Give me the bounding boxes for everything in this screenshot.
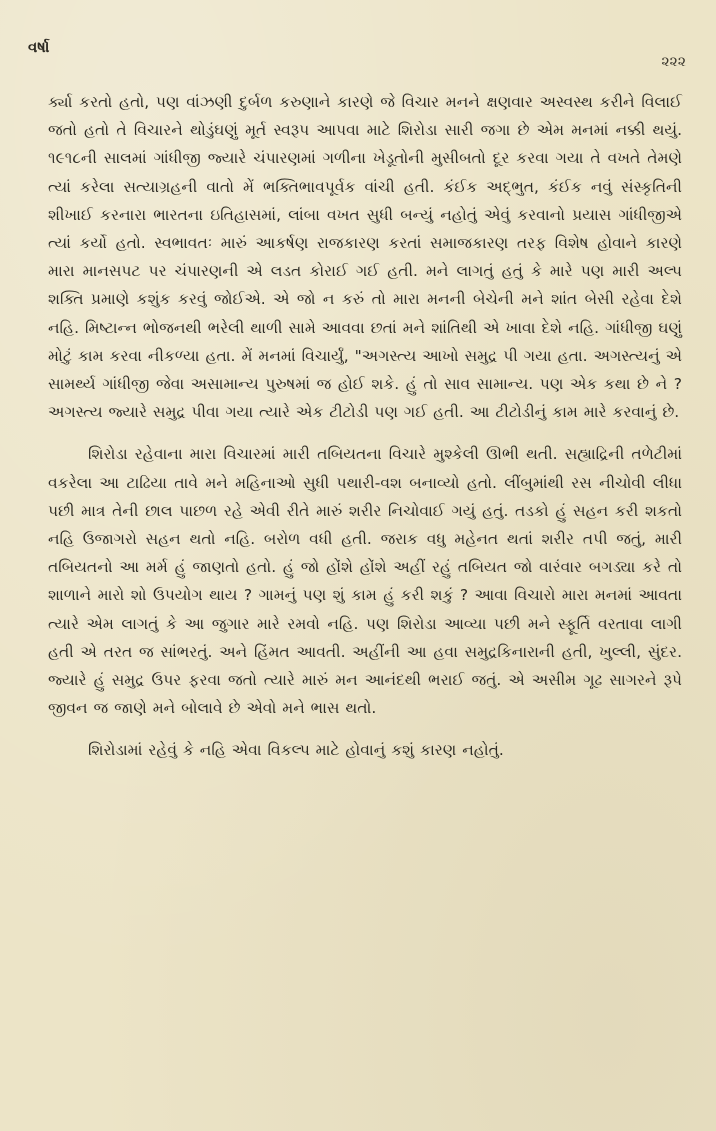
page-number: ૨૨૨	[661, 54, 686, 70]
running-head: વર્ષા	[28, 38, 50, 56]
paragraph-3: શિરોડામાં રહેવું કે નહિ એવા વિકલ્પ માટે હોવાનું કશું કારણ નહોતું.	[88, 741, 504, 760]
body-text	[48, 88, 682, 765]
paragraph-2: શિરોડા રહેવાના મારા વિચારમાં મારી તબિયતના વિચારે મુશ્કેલી ઊભી થતી. સહ્યાદ્રિની તળેટીમાં વકરેલા આ ટાઢિયા તાવે મને મહિનાઓ સુધી પથારી-વશ બનાવ્યો હતો. લીંબુમાંથી રસ નીચોવી લીધા પછી માત્ર તેની છાલ પાછળ રહે એવી રીતે મારું શરીર નિચોવાઈ ગયું હતું. તડકો હું સહન કરી શકતો નહિ ઉજાગરો સહન થતો નહિ. બરોળ વધી હતી. જરાક વધુ મહેનત થતાં શરીર તપી જતું, મારી તબિયતનો આ મર્મ હું જાણતો હતો. હું જો હોંશે હોંશે અહીં રહું તબિયત જો વારંવાર બગડ્યા કરે તો શાળાને મારો શો ઉપયોગ થાય ? ગામનું પણ શું કામ હું કરી શકું ? આવા વિચારો મારા મનમાં આવતા ત્યારે એમ લાગતું કે આ જુગાર મારે રમવો નહિ. પણ શિરોડા આવ્યા પછી મને સ્ફૂર્તિ વરતાવા લાગી હતી એ તરત જ સાંભરતું. અને હિંમત આવતી. અહીંની આ હવા સમુદ્રકિનારાની હતી, ખુલ્લી, સુંદર. જ્યારે હું સમુદ્ર ઉપર ફરવા જતો ત્યારે મારું મન આનંદથી ભરાઈ જતું. એ અસીમ ગૂઢ સાગરને રૂપે જીવન જ જાણે મને બોલાવે છે એવો મને ભાસ થતો.	[48, 445, 682, 718]
paragraph-1: ર્ક્યા કરતો હતો, પણ વાંઝણી દુર્બળ કરુણાને કારણે જે વિચાર મનને ક્ષણવાર અસ્વસ્થ કરીને વિલાઈ જતો હતો તે વિચારને થોડુંઘણું મૂર્ત સ્વરૂપ આપવા માટે શિરોડા સારી જગા છે એમ મનમાં નક્કી થયું. ૧૯૧૮ની સાલમાં ગાંધીજી જ્યારે ચંપારણમાં ગળીના ખેડૂતોની મુસીબતો દૂર કરવા ગયા તે વખતે તેમણે ત્યાં કરેલા સત્યાગ્રહની વાતો મેં ભક્તિભાવપૂર્વક વાંચી હતી. કંઈક અદ્ભુત, કંઈક નવું સંસ્કૃતિની શીખાઈ કરનારા ભારતના ઇતિહાસમાં, લાંબા વખત સુધી બન્યું નહોતું એવું કરવાનો પ્રયાસ ગાંધીજીએ ત્યાં કર્યો હતો. સ્વભાવતઃ મારું આકર્ષણ રાજકારણ કરતાં સમાજકારણ તરફ વિશેષ હોવાને કારણે મારા માનસપટ પર ચંપારણની એ લડત કોરાઈ ગઈ હતી. મને લાગતું હતું કે મારે પણ મારી અલ્પ શક્તિ પ્રમાણે કશુંક કરવું જોઈએ. એ જો ન કરું તો મારા મનની બેચેની મને શાંત બેસી રહેવા દેશે નહિ. મિષ્ટાન્ન ભોજનથી ભરેલી થાળી સામે આવવા છતાં મને શાંતિથી એ ખાવા દેશે નહિ. ગાંધીજી ઘણું મોટું કામ કરવા નીકળ્યા હતા. મેં મનમાં વિચાર્યું, "અગસ્ત્ય આખો સમુદ્ર પી ગયા હતા. અગસ્ત્યનું એ સામર્થ્ય ગાંધીજી જેવા અસામાન્ય પુરુષમાં જ હોઈ શકે. હું તો સાવ સામાન્ય. પણ એક કથા છે ને ? અગસ્ત્ય જ્યારે સમુદ્ર પીવા ગયા ત્યારે એક ટીટોડી પણ ગઈ હતી. આ ટીટોડીનું કામ મારે કરવાનું છે.	[48, 93, 682, 422]
